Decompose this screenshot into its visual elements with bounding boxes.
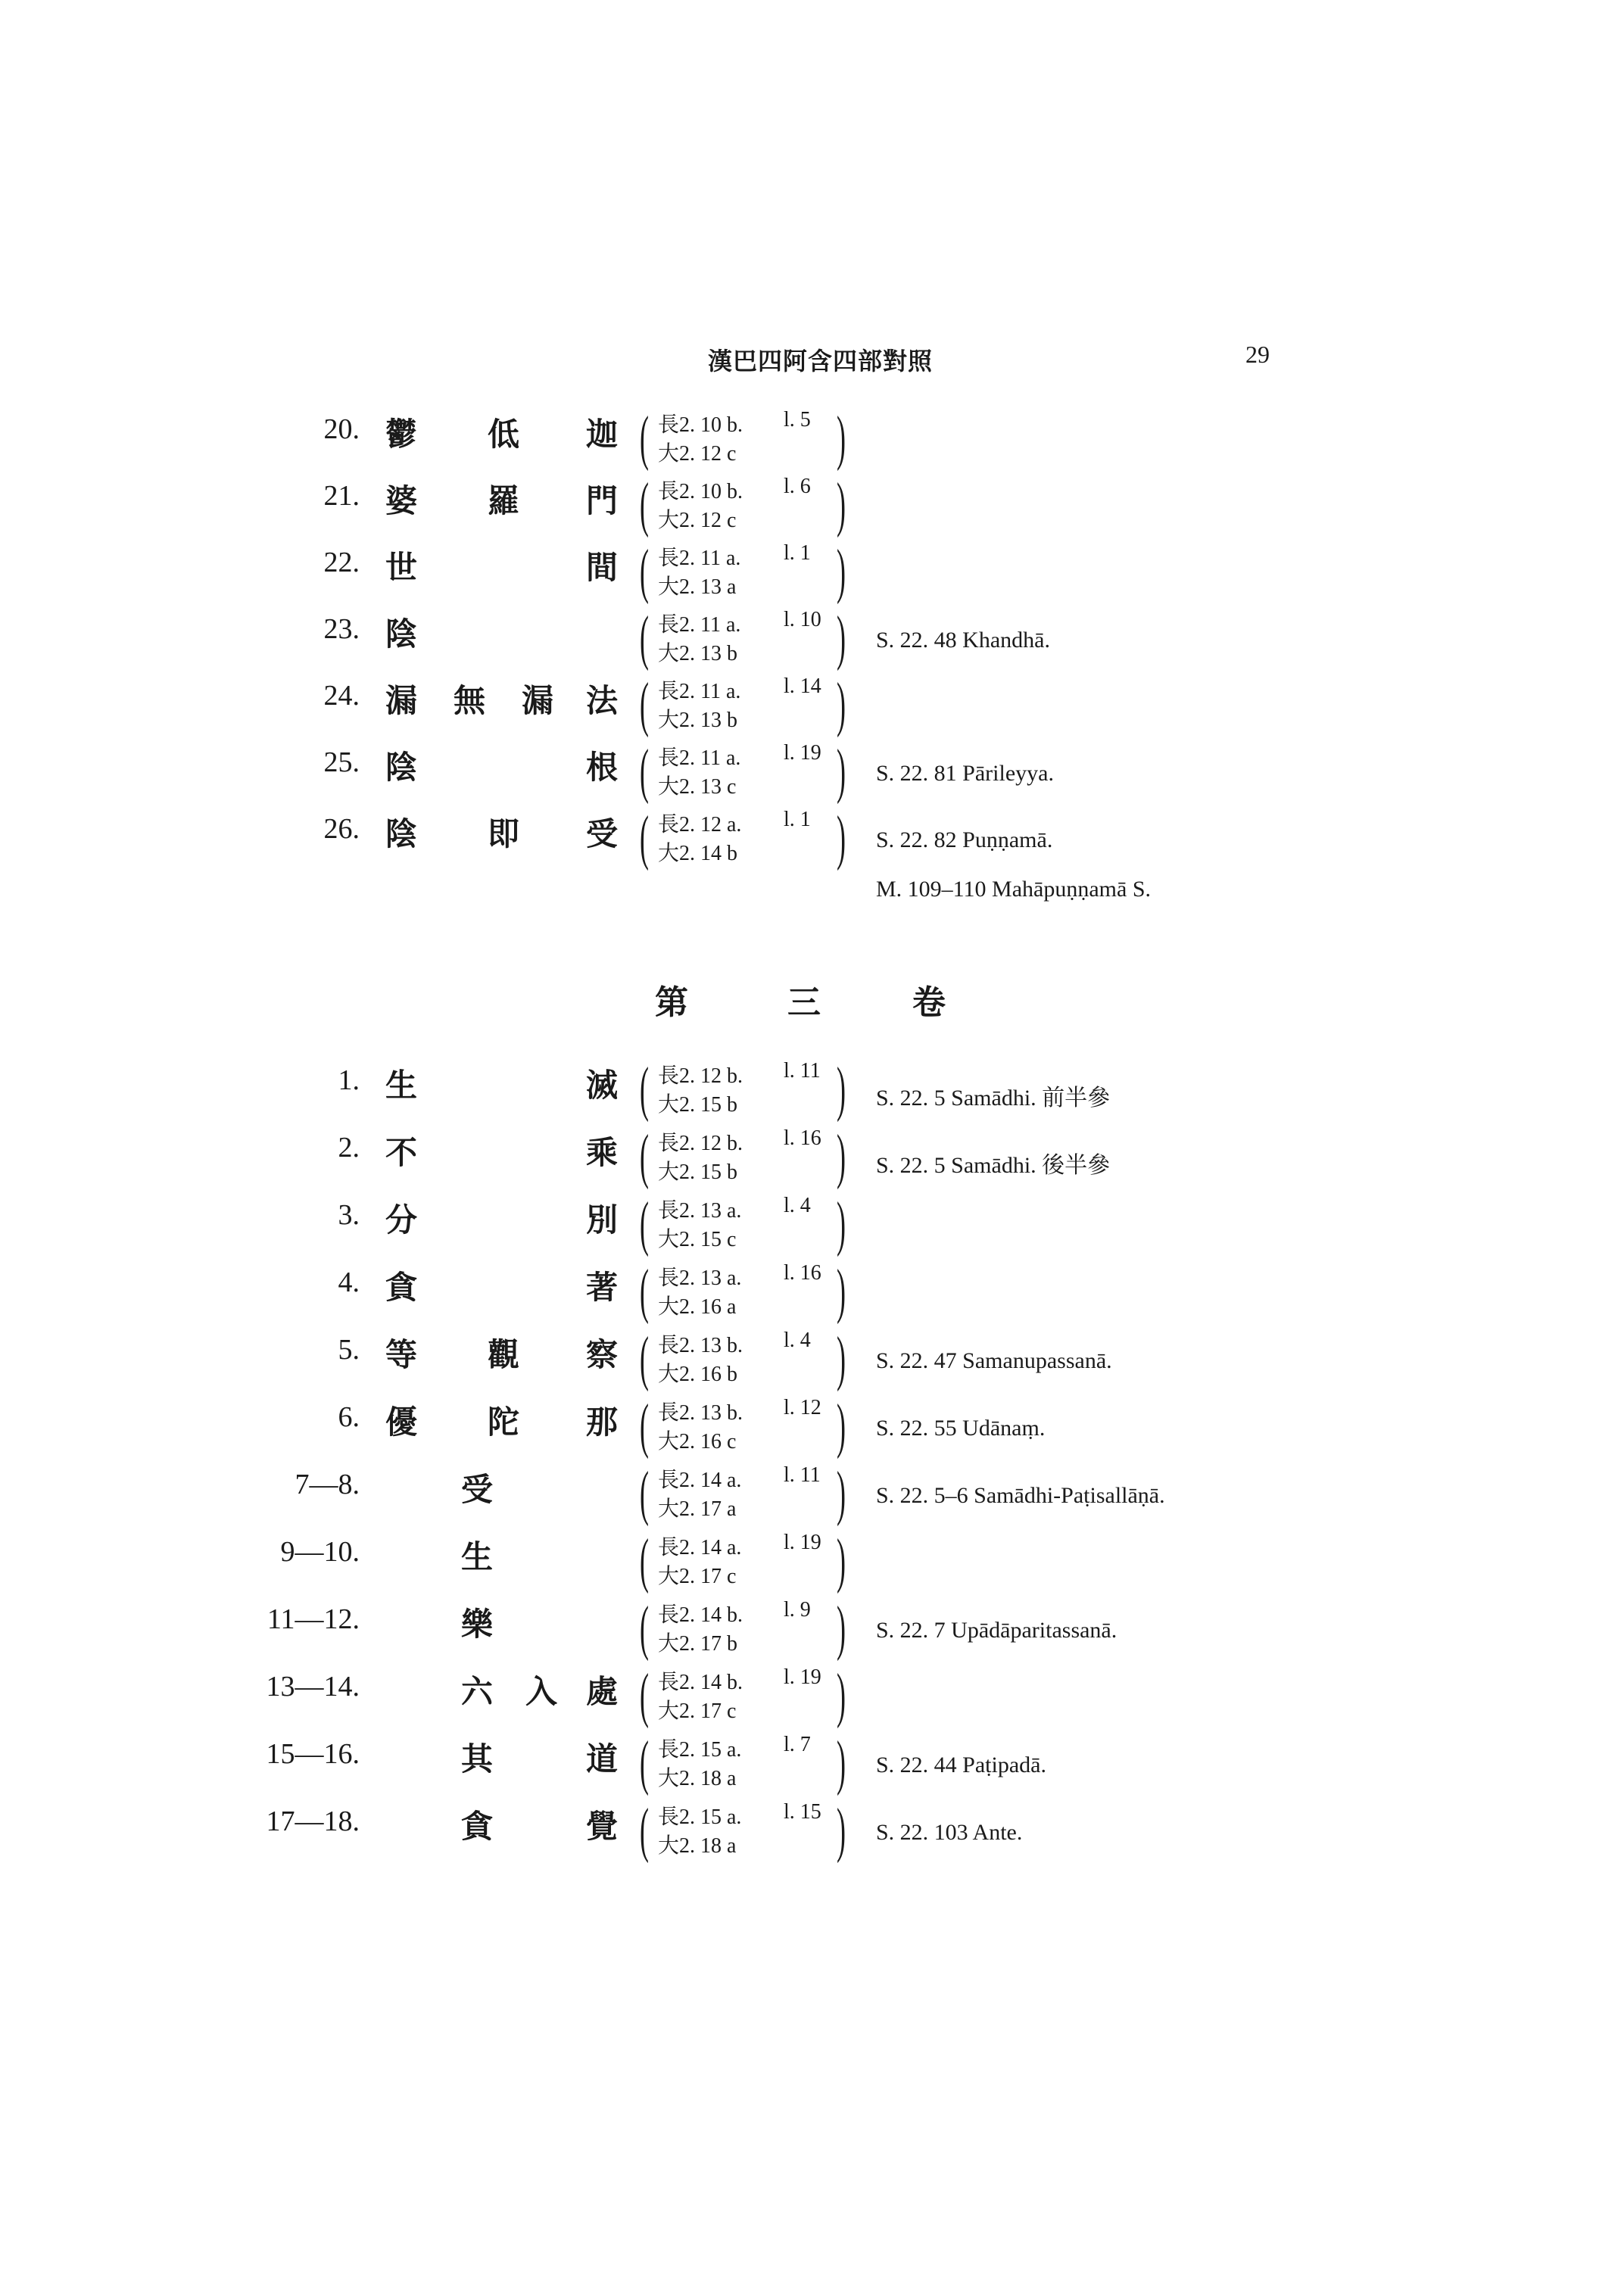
reference-line-number: l. 14 [784,675,821,698]
table-row [0,1797,1624,1870]
pali-correspondence: S. 22. 81 Pārileyya. [876,761,1054,786]
left-paren: ( [640,1123,649,1190]
left-paren: ( [640,1393,649,1460]
reference-line-2: 大2. 18 a [658,1767,737,1790]
reference-line-number: l. 15 [784,1800,821,1824]
reference-line-number: l. 1 [784,808,811,831]
reference-line-number: l. 12 [784,1396,821,1419]
table-row [0,1056,1624,1129]
entry-char: 優 [385,1404,417,1441]
reference-line-2: 大2. 17 b [658,1632,738,1656]
entry-number: 4. [338,1266,360,1298]
right-paren: ) [837,1123,846,1190]
right-paren: ) [837,1460,846,1527]
pali-correspondence: S. 22. 55 Udānaṃ. [876,1416,1046,1441]
right-paren: ) [837,1191,846,1257]
entry-char: 覺 [585,1808,618,1845]
reference-block [640,1258,859,1331]
entry-char: 分 [385,1201,417,1238]
left-paren: ( [640,1528,649,1594]
entry-char: 鬱 [385,416,417,453]
table-row [0,1258,1624,1331]
reference-line-1: 長2. 14 a. [658,1536,742,1559]
entry-char: 即 [487,815,519,852]
entry-char: 世 [385,549,417,586]
reference-block [640,1326,859,1398]
entry-char: 那 [585,1404,618,1441]
entry-char: 低 [487,416,519,453]
entry-char: 門 [585,482,618,519]
table-row [0,671,1624,744]
entry-char: 羅 [487,482,519,519]
entry-number: 21. [323,480,360,512]
left-paren: ( [640,472,649,538]
entry-char: 受 [460,1471,493,1508]
table-row [0,1528,1624,1600]
reference-line-1: 長2. 14 b. [658,1671,743,1694]
left-paren: ( [640,805,649,871]
reference-line-number: l. 11 [784,1059,821,1083]
table-row [0,1595,1624,1668]
entry-number: 26. [323,813,360,845]
entry-char: 生 [460,1538,493,1575]
reference-line-number: l. 4 [784,1329,811,1352]
entry-number: 11—12. [267,1603,360,1635]
entry-char: 六 [460,1673,493,1710]
entry-char: 察 [585,1336,618,1373]
pali-correspondence: S. 22. 5–6 Samādhi-Paṭisallāṇā. [876,1483,1165,1508]
table-row [0,605,1624,678]
page-number: 29 [1245,341,1270,368]
pali-correspondence: S. 22. 5 Samādhi. 後半參 [876,1153,1111,1178]
entry-char: 乘 [585,1134,618,1171]
right-paren: ) [837,1595,846,1662]
left-paren: ( [640,538,649,605]
reference-line-1: 長2. 12 a. [658,813,742,837]
pali-correspondence: S. 22. 103 Ante. [876,1820,1023,1845]
extra-reference-line: M. 109–110 Mahāpuṇṇamā S. [876,877,1152,902]
reference-line-1: 長2. 11 a. [658,680,741,703]
reference-block [640,472,859,544]
reference-line-number: l. 16 [784,1126,821,1150]
entry-number: 7—8. [295,1469,360,1500]
right-paren: ) [837,605,846,671]
reference-line-2: 大2. 15 b [658,1161,738,1184]
reference-line-1: 長2. 15 a. [658,1738,742,1762]
table-row [0,538,1624,611]
right-paren: ) [837,472,846,538]
reference-block [640,738,859,811]
reference-line-number: l. 11 [784,1463,821,1487]
right-paren: ) [837,1797,846,1864]
entry-char: 陰 [385,749,417,786]
reference-line-number: l. 7 [784,1733,811,1756]
table-row [0,405,1624,478]
reference-line-1: 長2. 13 b. [658,1401,743,1425]
entry-char: 觀 [487,1336,519,1373]
section-heading-char-3: 卷 [912,983,946,1022]
entry-number: 3. [338,1199,360,1231]
reference-block [640,405,859,478]
right-paren: ) [837,1662,846,1729]
entry-char: 滅 [585,1067,618,1104]
right-paren: ) [837,1258,846,1325]
entry-number: 9—10. [280,1536,360,1568]
right-paren: ) [837,405,846,472]
reference-line-number: l. 9 [784,1598,811,1622]
reference-line-1: 長2. 15 a. [658,1805,742,1829]
reference-line-number: l. 19 [784,741,821,765]
reference-line-2: 大2. 16 a [658,1295,737,1319]
entry-char: 間 [585,549,618,586]
reference-block [640,1123,859,1196]
entry-char: 入 [525,1673,557,1710]
entry-number: 5. [338,1334,360,1366]
right-paren: ) [837,1393,846,1460]
reference-line-2: 大2. 14 b [658,842,738,865]
reference-line-number: l. 16 [784,1261,821,1285]
entry-number: 20. [323,413,360,445]
reference-block [640,805,859,877]
left-paren: ( [640,1797,649,1864]
entry-number: 6. [338,1401,360,1433]
reference-line-2: 大2. 13 a [658,575,737,599]
reference-block [640,1056,859,1129]
entry-char: 道 [585,1740,618,1777]
reference-block [640,1662,859,1735]
left-paren: ( [640,1191,649,1257]
entry-char: 婆 [385,482,417,519]
reference-block [640,671,859,744]
reference-line-2: 大2. 17 c [658,1565,737,1588]
table-row [0,1191,1624,1263]
reference-line-2: 大2. 13 c [658,775,737,799]
reference-line-number: l. 1 [784,541,811,565]
entry-char: 迦 [585,416,618,453]
entry-char: 不 [385,1134,417,1171]
section-heading-char-1: 第 [655,983,688,1022]
reference-line-number: l. 6 [784,475,811,498]
reference-block [640,1595,859,1668]
reference-line-2: 大2. 16 b [658,1363,738,1386]
reference-block [640,1797,859,1870]
reference-line-2: 大2. 13 b [658,709,738,732]
entry-char: 漏 [521,682,553,719]
reference-block [640,1191,859,1263]
entry-char: 法 [585,682,618,719]
reference-line-1: 長2. 13 a. [658,1266,742,1290]
left-paren: ( [640,738,649,805]
entry-number: 24. [323,680,360,712]
reference-line-1: 長2. 10 b. [658,413,743,437]
reference-block [640,1460,859,1533]
right-paren: ) [837,1730,846,1796]
reference-line-2: 大2. 13 b [658,642,738,665]
left-paren: ( [640,1460,649,1527]
reference-line-2: 大2. 16 c [658,1430,737,1453]
reference-line-2: 大2. 17 a [658,1497,737,1521]
entry-number: 2. [338,1132,360,1164]
entry-number: 13—14. [266,1671,360,1703]
reference-line-number: l. 4 [784,1194,811,1217]
left-paren: ( [640,1056,649,1123]
reference-line-number: l. 10 [784,608,821,631]
right-paren: ) [837,1056,846,1123]
reference-line-1: 長2. 12 b. [658,1132,743,1155]
right-paren: ) [837,538,846,605]
page-header-title: 漢巴四阿含四部對照 [708,347,934,375]
table-row [0,1393,1624,1466]
section-heading-char-2: 三 [787,983,821,1022]
table-row [0,738,1624,811]
entry-char: 別 [585,1201,618,1238]
right-paren: ) [837,671,846,738]
entry-char: 受 [585,815,618,852]
table-row [0,1123,1624,1196]
pali-correspondence: S. 22. 44 Paṭipadā. [876,1752,1046,1777]
reference-line-1: 長2. 12 b. [658,1064,743,1088]
reference-block [640,1730,859,1802]
table-row [0,1730,1624,1802]
reference-line-1: 長2. 13 a. [658,1199,742,1223]
right-paren: ) [837,738,846,805]
reference-line-2: 大2. 17 c [658,1699,737,1723]
entry-char: 其 [460,1740,493,1777]
left-paren: ( [640,405,649,472]
table-row [0,1326,1624,1398]
pali-correspondence: S. 22. 48 Khandhā. [876,628,1050,653]
reference-block [640,1393,859,1466]
reference-line-1: 長2. 10 b. [658,480,743,503]
reference-block [640,605,859,678]
table-row [0,1662,1624,1735]
entry-char: 漏 [385,682,417,719]
right-paren: ) [837,1528,846,1594]
entry-char: 生 [385,1067,417,1104]
reference-line-2: 大2. 15 b [658,1093,738,1117]
right-paren: ) [837,1326,846,1392]
pali-correspondence: S. 22. 82 Puṇṇamā. [876,827,1053,852]
pali-correspondence: S. 22. 7 Upādāparitassanā. [876,1618,1117,1643]
entry-number: 15—16. [266,1738,360,1770]
reference-line-2: 大2. 15 c [658,1228,737,1251]
reference-block [640,538,859,611]
entry-char: 陰 [385,615,417,653]
entry-char: 著 [585,1269,618,1306]
reference-line-1: 長2. 14 a. [658,1469,742,1492]
entry-char: 樂 [460,1606,493,1643]
reference-block [640,1528,859,1600]
reference-line-1: 長2. 13 b. [658,1334,743,1357]
table-row [0,1460,1624,1533]
reference-line-1: 長2. 11 a. [658,746,741,770]
entry-number: 25. [323,746,360,778]
entry-char: 貪 [385,1269,417,1306]
entry-char: 根 [585,749,618,786]
reference-line-number: l. 5 [784,408,811,431]
table-row [0,805,1624,877]
reference-line-2: 大2. 12 c [658,442,737,466]
pali-correspondence: S. 22. 47 Samanupassanā. [876,1348,1112,1373]
left-paren: ( [640,1595,649,1662]
entry-number: 1. [338,1064,360,1096]
table-row [0,472,1624,544]
left-paren: ( [640,671,649,738]
reference-line-2: 大2. 12 c [658,509,737,532]
reference-line-2: 大2. 18 a [658,1834,737,1858]
left-paren: ( [640,1258,649,1325]
entry-char: 陀 [487,1404,519,1441]
entry-number: 17—18. [266,1805,360,1837]
entry-char: 陰 [385,815,417,852]
reference-line-1: 長2. 11 a. [658,613,741,637]
reference-line-1: 長2. 11 a. [658,547,741,570]
left-paren: ( [640,1730,649,1796]
entry-char: 貪 [460,1808,493,1845]
pali-correspondence: S. 22. 5 Samādhi. 前半參 [876,1086,1111,1111]
left-paren: ( [640,605,649,671]
entry-number: 23. [323,613,360,645]
left-paren: ( [640,1326,649,1392]
reference-line-number: l. 19 [784,1665,821,1689]
entry-char: 等 [385,1336,417,1373]
entry-char: 處 [585,1673,618,1710]
entry-number: 22. [323,547,360,578]
entry-char: 無 [453,682,485,719]
right-paren: ) [837,805,846,871]
reference-line-1: 長2. 14 b. [658,1603,743,1627]
left-paren: ( [640,1662,649,1729]
reference-line-number: l. 19 [784,1531,821,1554]
